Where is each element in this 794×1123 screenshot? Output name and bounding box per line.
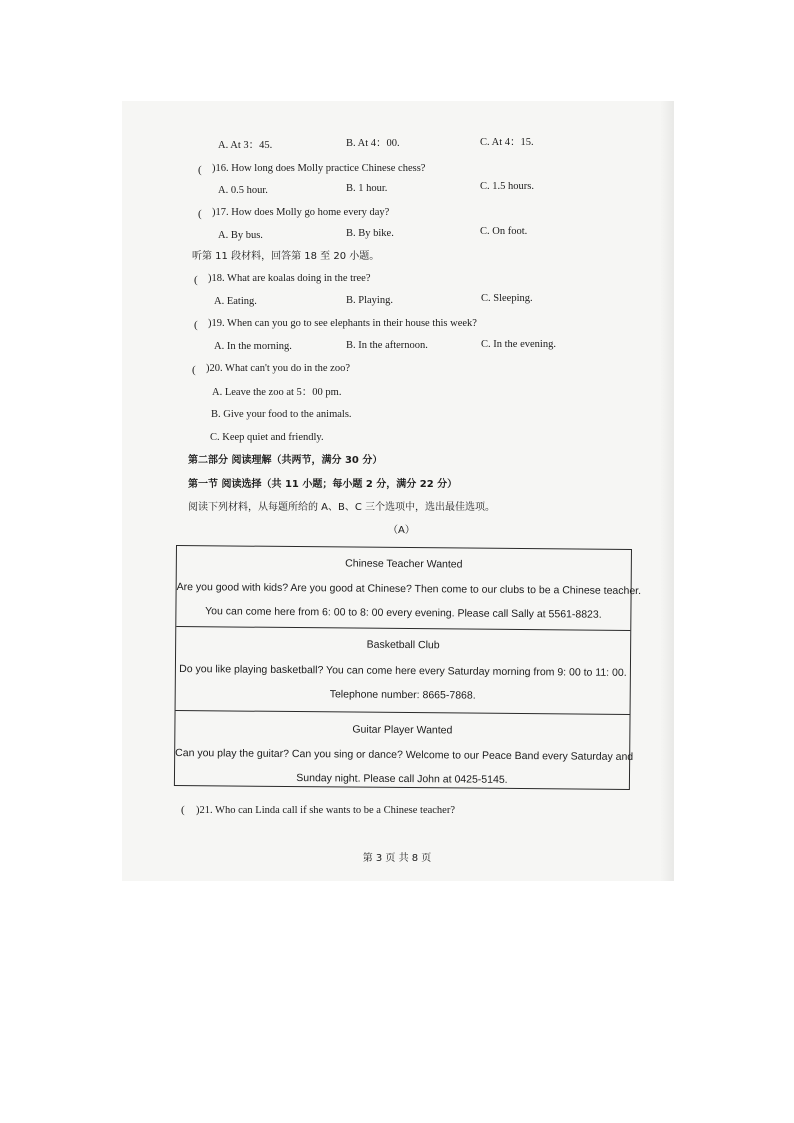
section-11-instruction: 听第 11 段材料，回答第 18 至 20 小题。 (192, 251, 380, 262)
notice-board (174, 545, 642, 790)
q20-answer-paren: ( (192, 364, 196, 376)
page-number-footer: 第 3 页 共 8 页 (362, 853, 432, 864)
q18-option-a: A. Eating. (214, 296, 257, 307)
q20-option-a: A. Leave the zoo at 5：00 pm. (212, 387, 342, 398)
part-2-heading: 第二部分 阅读理解（共两节，满分 30 分） (188, 455, 383, 466)
notice-body-line: Sunday night. Please call John at 0425-5145. (296, 772, 508, 786)
notice-body-line: Telephone number: 8665-7868. (329, 688, 476, 702)
q17-answer-paren: ( (198, 208, 202, 220)
notice-body-line: You can come here from 6: 00 to 8: 00 every evening. Please call Sally at 5561-8823. (205, 605, 602, 621)
q17-option-a: A. By bus. (218, 230, 263, 241)
q17-option-b: B. By bike. (346, 228, 394, 239)
q19-option-a: A. In the morning. (214, 341, 292, 352)
q16-option-b: B. 1 hour. (346, 183, 388, 194)
notice-divider (176, 626, 630, 631)
q18-option-c: C. Sleeping. (481, 293, 533, 304)
q16-option-a: A. 0.5 hour. (218, 185, 268, 196)
q16-option-c: C. 1.5 hours. (480, 181, 534, 192)
notice-title: Guitar Player Wanted (352, 723, 453, 737)
q18-answer-paren: ( (194, 274, 198, 286)
q17-option-c: C. On foot. (480, 226, 528, 237)
q17-stem: )17. How does Molly go home every day? (212, 207, 390, 218)
passage-label: （A） (388, 525, 415, 536)
q18-stem: )18. What are koalas doing in the tree? (208, 273, 371, 284)
q16-answer-paren: ( (198, 164, 202, 176)
q15-option-c: C. At 4：15. (480, 137, 534, 148)
q21-answer-paren: ( (181, 804, 185, 816)
notice-title: Basketball Club (366, 638, 440, 652)
q20-option-c: C. Keep quiet and friendly. (210, 432, 324, 443)
notice-body-line: Are you good with kids? Are you good at Chinese? Then come to our clubs to be a Chinese teacher. (176, 581, 642, 598)
q20-option-b: B. Give your food to the animals. (211, 409, 352, 420)
reading-instruction: 阅读下列材料，从每题所给的 A、B、C 三个选项中，选出最佳选项。 (188, 502, 496, 513)
notice-body-line: Can you play the guitar? Can you sing or dance? Welcome to our Peace Band every Saturday and (175, 747, 634, 763)
q16-stem: )16. How long does Molly practice Chinese chess? (212, 163, 426, 174)
scan-shadow-edge (660, 101, 674, 881)
q18-option-b: B. Playing. (346, 295, 393, 306)
q20-stem: )20. What can't you do in the zoo? (206, 363, 350, 374)
notice-divider (176, 710, 630, 715)
q19-stem: )19. When can you go to see elephants in their house this week? (208, 318, 477, 329)
notice-body-line: Do you like playing basketball? You can come here every Saturday morning from 9: 00 to 11: 00. (179, 663, 627, 679)
q19-option-b: B. In the afternoon. (346, 340, 428, 351)
q21-stem: )21. Who can Linda call if she wants to be a Chinese teacher? (196, 805, 455, 816)
q19-option-c: C. In the evening. (481, 339, 556, 350)
q19-answer-paren: ( (194, 319, 198, 331)
q15-option-a: A. At 3：45. (218, 140, 273, 151)
notice-title: Chinese Teacher Wanted (345, 557, 463, 571)
section-1-heading: 第一节 阅读选择（共 11 小题；每小题 2 分，满分 22 分） (188, 479, 458, 490)
q15-option-b: B. At 4：00. (346, 138, 400, 149)
